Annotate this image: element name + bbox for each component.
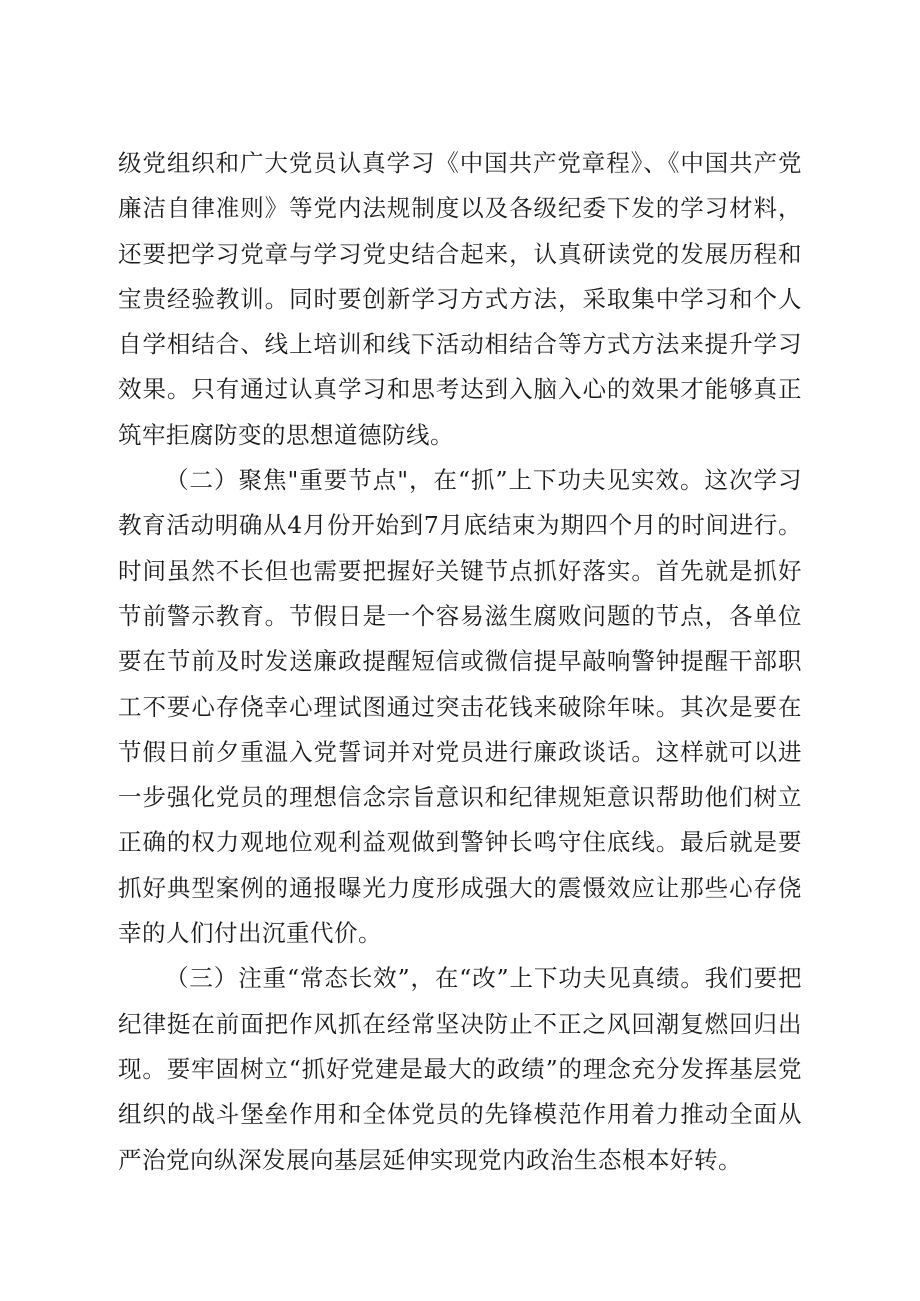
paragraph-3: （三）注重“常态长效”，在“改”上下功夫见真绩。我们要把纪律挺在前面把作风抓在经常坚决防止不正之风回潮复燃回归出现。要牢固树立“抓好党建是最大的政绩”的理念充分发挥基层党组织的战斗堡垒作用和全体党员的先锋模范作用着力推动全面从严治党向纵深发展向基层延伸实现党内政治生态根本好转。	[118, 964, 802, 1174]
document-body	[118, 141, 802, 1183]
paragraph-2: （二）聚焦"重要节点"，在“抓”上下功夫见实效。这次学习教育活动明确从4月份开始到7月底结束为期四个月的时间进行。时间虽然不长但也需要把握好关键节点抓好落实。首先就是抓好节前警示教育。节假日是一个容易滋生腐败问题的节点，各单位要在节前及时发送廉政提醒短信或微信提早敲响警钟提醒干部职工不要心存侥幸心理试图通过突击花钱来破除年味。其次是要在节假日前夕重温入党誓词并对党员进行廉政谈话。这样就可以进一步强化党员的理想信念宗旨意识和纪律规矩意识帮助他们树立正确的权力观地位观利益观做到警钟长鸣守住底线。最后就是要抓好典型案例的通报曝光力度形成强大的震慑效应让那些心存侥幸的人们付出沉重代价。	[118, 466, 802, 948]
paragraph-1: 级党组织和广大党员认真学习《中国共产党章程》、《中国共产党廉洁自律准则》等党内法规制度以及各级纪委下发的学习材料，还要把学习党章与学习党史结合起来，认真研读党的发展历程和宝贵经验教训。同时要创新学习方式方法，采取集中学习和个人自学相结合、线上培训和线下活动相结合等方式方法来提升学习效果。只有通过认真学习和思考达到入脑入心的效果才能够真正筑牢拒腐防变的思想道德防线。	[118, 149, 802, 449]
